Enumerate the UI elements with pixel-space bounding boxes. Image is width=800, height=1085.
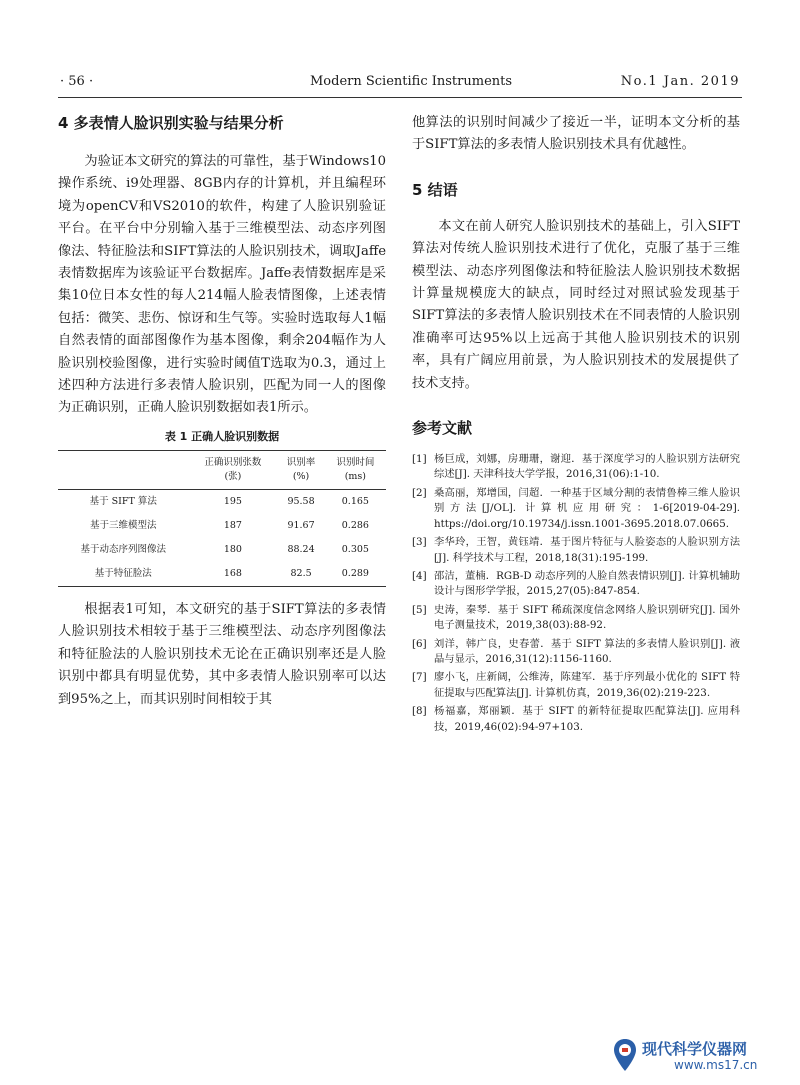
table-cell: 基于 SIFT 算法 — [89, 495, 157, 507]
table-cell: 0.305 — [341, 543, 369, 555]
reference-number: [2] — [412, 486, 427, 499]
reference-number: [8] — [412, 705, 427, 718]
header-recognition-time: 识别时间 (ms) — [336, 456, 375, 482]
reference-item — [412, 569, 740, 600]
page-number: · 56 · — [60, 74, 94, 89]
table-header-cell — [277, 450, 324, 489]
table-header-row — [58, 450, 386, 489]
table-cell: 95.58 — [287, 495, 315, 507]
table-caption: 表 1 正确人脸识别数据 — [164, 429, 280, 443]
section-4-para-1: 为验证本文研究的算法的可靠性，基于Windows10操作系统、i9处理器、8GB内存的计算机，并且编程环境为openCV和VS2010的软件，构建了人脸识别验证平台。在平台中分别输入基于三维模型法、动态序列图像法、特征脸法和SIFT算法的人脸识别技术，调取Jaffe表情数据库为该验证平台数据库。Jaffe表情数据库是采集10位日本女性的每人214幅人脸表情图像，上述表情包括：微笑、悲伤、惊讶和生气等。实验时选取每人1幅自然表情的面部图像作为基本图像，剩余204幅作为人脸识别校验图像，进行实验时阈值T选取为0.3，通过上述四种方法进行多表情人脸识别，匹配为同一人的图像为正确识别，正确人脸识别数据如表1所示。 — [58, 154, 386, 416]
reference-text: 杨福嘉，郑丽颖．基于 SIFT 的新特征提取匹配算法[J]. 应用科技，2019,46(02):94-97+103. — [434, 705, 740, 733]
reference-item — [412, 637, 740, 668]
section-4-para-2: 根据表1可知，本文研究的基于SIFT算法的多表情人脸识别技术相较于基于三维模型法、动态序列图像法和特征脸法的人脸识别技术无论在正确识别率还是人脸识别中都具有明显优势，其中多表情人脸识别率可以达到95%之上，而其识别时间相较于其 — [58, 601, 386, 707]
left-column — [58, 112, 386, 711]
results-table — [58, 450, 386, 587]
reference-number: [3] — [412, 536, 427, 549]
reference-number: [5] — [412, 603, 427, 616]
section-4-heading: 4 多表情人脸识别实验与结果分析 — [58, 114, 284, 132]
reference-text: 廖小飞，庄新阔，公维涛，陈建军．基于序列最小优化的 SIFT 特征提取与匹配算法[J]. 计算机仿真，2019,36(02):219-223. — [434, 671, 740, 699]
section-5-heading: 5 结语 — [412, 180, 458, 199]
watermark-url: www.ms17.cn — [674, 1058, 758, 1072]
table-cell: 基于特征脸法 — [94, 567, 152, 579]
table-cell: 0.286 — [341, 519, 369, 531]
location-pin-icon — [612, 1038, 638, 1072]
table-cell: 88.24 — [287, 543, 315, 555]
reference-item — [412, 452, 740, 483]
right-column — [412, 112, 740, 738]
reference-text: 史涛，秦琴．基于 SIFT 稀疏深度信念网络人脸识别研究[J]. 国外电子测量技术，2019,38(03):88-92. — [434, 603, 740, 632]
page-header — [58, 74, 742, 94]
table-row — [58, 489, 386, 514]
table-cell: 0.289 — [341, 567, 369, 579]
section-4-para-2-continued: 他算法的识别时间减少了接近一半，证明本文分析的基于SIFT算法的多表情人脸识别技术具有优越性。 — [412, 115, 740, 153]
table-cell: 基于动态序列图像法 — [80, 543, 166, 555]
table-row — [58, 514, 386, 538]
table-cell: 基于三维模型法 — [89, 519, 157, 531]
reference-number: [1] — [412, 453, 427, 466]
reference-number: [4] — [412, 569, 427, 582]
table-header-cell — [58, 450, 188, 489]
header-rule — [58, 97, 742, 98]
table-cell: 0.165 — [341, 495, 369, 507]
table-cell: 195 — [223, 495, 242, 507]
table-row — [58, 562, 386, 587]
reference-text: 刘洋，韩广良，史春蕾．基于 SIFT 算法的多表情人脸识别[J]. 液晶与显示，2016,31(12):1156-1160. — [434, 637, 740, 665]
table-cell: 180 — [223, 543, 242, 555]
table-row — [58, 538, 386, 562]
table-cell: 82.5 — [290, 567, 312, 579]
section-5-para: 本文在前人研究人脸识别技术的基础上，引入SIFT算法对传统人脸识别技术进行了优化，克服了基于三维模型法、动态序列图像法和特征脸法人脸识别技术数据计算量规模庞大的缺点，同时经过对照试验发现基于SIFT算法的多表情人脸识别技术在不同表情的人脸识别准确率可达95%以上远高于其他人脸识别技术的识别率，具有广阔应用前景，为人脸识别技术的发展提供了技术支持。 — [412, 218, 740, 391]
table-header-cell — [325, 450, 386, 489]
reference-item — [412, 704, 740, 735]
reference-item — [412, 603, 740, 634]
reference-text: 杨巨成，刘娜，房珊珊，谢迎．基于深度学习的人脸识别方法研究综述[J]. 天津科技大学学报，2016,31(06):1-10. — [434, 453, 740, 481]
references-heading: 参考文献 — [412, 419, 473, 438]
table-cell: 168 — [223, 567, 242, 579]
table-cell: 187 — [223, 519, 242, 531]
reference-number: [6] — [412, 637, 427, 650]
reference-number: [7] — [412, 671, 427, 684]
watermark-name: 现代科学仪器网 — [642, 1040, 748, 1058]
journal-name: Modern Scientific Instruments — [310, 74, 513, 89]
reference-item — [412, 670, 740, 701]
reference-item — [412, 535, 740, 566]
reference-text: 桑高丽，郑增国，闫超．一种基于区域分割的表情鲁棒三维人脸识别方法[J/OL]. 计算机应用研究：1-6[2019-04-29]. https://doi.org/10.19734/j.issn.1001-3695.2018.07.0665. — [434, 486, 740, 530]
header-correct-count: 正确识别张数 (张) — [204, 456, 262, 482]
table-header-cell — [188, 450, 277, 489]
site-watermark[interactable] — [612, 1036, 787, 1076]
issue-info: No.1 Jan. 2019 — [620, 74, 740, 89]
reference-item — [412, 486, 740, 532]
reference-text: 邵洁，董楠．RGB-D 动态序列的人脸自然表情识别[J]. 计算机辅助设计与图形学学报，2015,27(05):847-854. — [434, 569, 740, 598]
header-recognition-rate: 识别率 (%) — [286, 456, 316, 482]
reference-list — [412, 452, 740, 735]
reference-text: 李华玲，王智，黄钰靖．基于图片特征与人脸姿态的人脸识别方法[J]. 科学技术与工程，2018,18(31):195-199. — [434, 536, 740, 564]
table-cell: 91.67 — [287, 519, 315, 531]
